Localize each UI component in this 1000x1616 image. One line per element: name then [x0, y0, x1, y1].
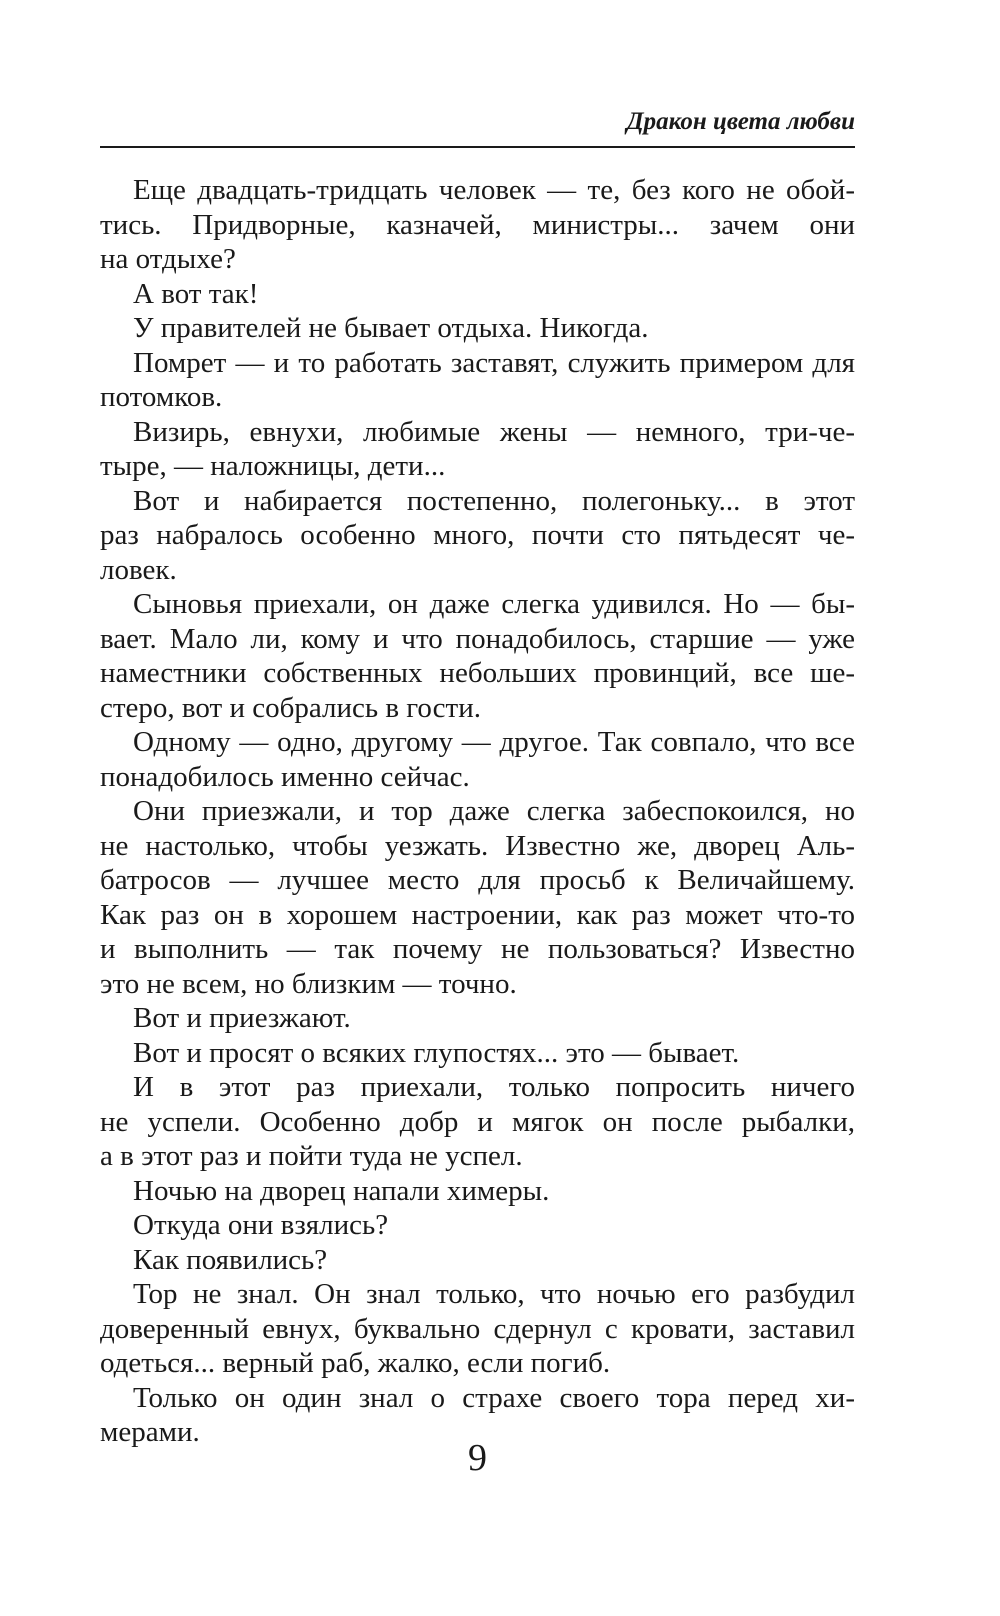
- text-line: А вот так!: [133, 277, 259, 310]
- text-line: доверенный евнух, буквально сдернул с кровати, заставил: [100, 1312, 855, 1345]
- text-line: У правителей не бывает отдыха. Никогда.: [133, 312, 649, 344]
- text-line: наместники собственных небольших провинций, все ше-: [100, 657, 855, 689]
- text-line: и выполнить — так почему не пользоваться? Известно: [100, 933, 855, 965]
- text-line: не настолько, чтобы уезжать. Известно же, дворец Аль-: [100, 829, 855, 862]
- text-line: Еще двадцать-тридцать человек — те, без кого не обой-: [133, 174, 855, 206]
- text-line: потомков.: [100, 381, 223, 413]
- running-head: Дракон цвета любви: [626, 108, 855, 135]
- text-line: Они приезжали, и тор даже слегка забеспокоился, но: [133, 795, 855, 827]
- text-line: а в этот раз и пойти туда не успел.: [100, 1140, 523, 1172]
- text-line: раз набралось особенно много, почти сто пятьдесят че-: [100, 519, 855, 551]
- text-line: батросов — лучшее место для просьб к Величайшему.: [100, 864, 855, 896]
- header-rule: [100, 146, 855, 148]
- text-line: на отдыхе?: [100, 243, 236, 275]
- text-line: Сыновья приехали, он даже слегка удивился. Но — бы-: [133, 588, 855, 620]
- text-line: Откуда они взялись?: [133, 1209, 389, 1241]
- text-line: Помрет — и то работать заставят, служить примером для: [133, 346, 855, 379]
- text-line: Как раз он в хорошем настроении, как раз может что-то: [100, 898, 855, 931]
- text-line: Одному — одно, другому — другое. Так совпало, что все: [133, 726, 855, 758]
- text-line: Тор не знал. Он знал только, что ночью его разбудил: [133, 1278, 855, 1310]
- text-line: это не всем, но близким — точно.: [100, 967, 517, 1000]
- page-number: 9: [468, 1437, 487, 1479]
- text-line: Как появились?: [133, 1243, 328, 1276]
- text-line: Ночью на дворец напали химеры.: [133, 1174, 550, 1207]
- text-line: мерами.: [100, 1416, 200, 1448]
- text-line: понадобилось именно сейчас.: [100, 760, 470, 793]
- text-line: И в этот раз приехали, только попросить ничего: [133, 1071, 855, 1103]
- body-text: [100, 173, 855, 1450]
- text-line: Визирь, евнухи, любимые жены — немного, три-че-: [133, 415, 855, 448]
- text-line: Вот и приезжают.: [133, 1002, 351, 1034]
- text-line: вает. Мало ли, кому и что понадобилось, старшие — уже: [100, 622, 855, 655]
- text-line: тыре, — наложницы, дети...: [100, 450, 446, 482]
- text-line: одеться... верный раб, жалко, если погиб.: [100, 1347, 611, 1379]
- text-line: не успели. Особенно добр и мягок он после рыбалки,: [100, 1105, 855, 1138]
- text-line: Вот и набирается постепенно, полегоньку... в этот: [133, 484, 855, 517]
- text-line: Только он один знал о страхе своего тора перед хи-: [133, 1381, 855, 1414]
- text-line: тись. Придворные, казначей, министры... зачем они: [100, 208, 855, 241]
- text-line: Вот и просят о всяких глупостях... это — бывает.: [133, 1036, 740, 1069]
- text-line: стеро, вот и собрались в гости.: [100, 691, 481, 724]
- text-line: ловек.: [100, 553, 177, 586]
